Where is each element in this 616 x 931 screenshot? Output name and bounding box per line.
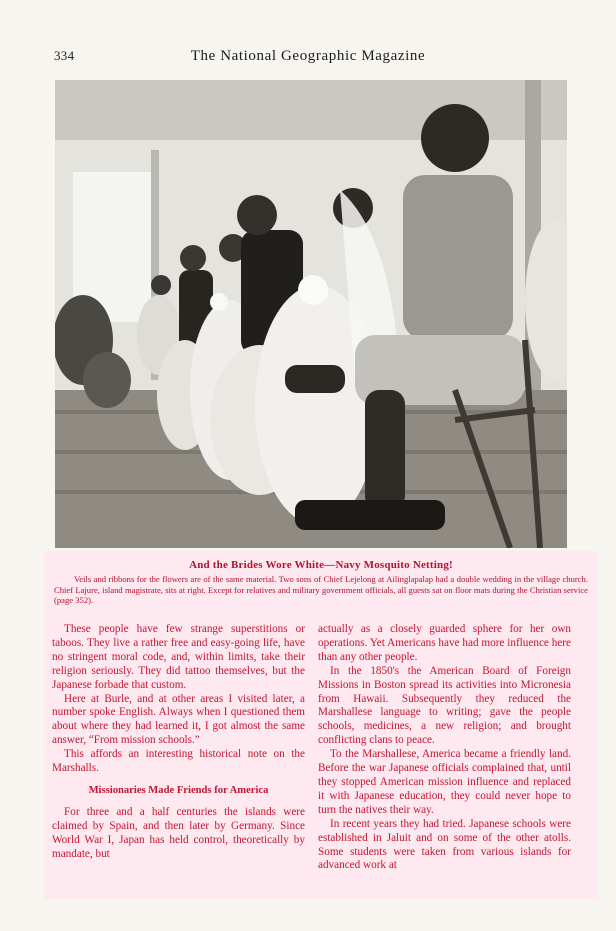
article-paragraph: actually as a closely guarded sphere for her own operations. Yet Americans have had more influence here than any other people.: [318, 623, 571, 663]
article-paragraph: This affords an interesting historical note on the Marshalls.: [52, 748, 305, 775]
article-subheading: Missionaries Made Friends for America: [88, 784, 269, 796]
caption-text: Veils and ribbons for the flowers are of the same material. Two sons of Chief Lejelong at Ailinglapalap had a double wedding in the village church. Chief Lajure, island magistrate, sits at right. Except for relatives and military government officials, all guests sat on floor mats during the Christian service (page 352).: [54, 574, 588, 606]
running-title: The National Geographic Magazine: [190, 48, 426, 64]
article-paragraph: In recent years they had tried. Japanese schools were established in Jaluit and on some of the other atolls. Some students were taken from various islands for advanced work at: [318, 817, 571, 872]
caption-and-article-block: [44, 551, 598, 899]
article-paragraph: These people have few strange superstitions or taboos. They live a rather free and easy-going life, have no stringent moral code, and, within limits, take their religion seriously. They did tattoo themselves, but the Japanese forbade that custom.: [52, 623, 305, 691]
article-paragraph: To the Marshallese, America became a friendly land. Before the war Japanese officials complained that, until they stopped American mission influence and replaced it with Japanese education, they could never hope to turn the natives their way.: [318, 748, 571, 816]
page-number: 334: [54, 48, 75, 63]
caption-title: And the Brides Wore White—Navy Mosquito Netting!: [189, 559, 453, 571]
article-column-right: [318, 623, 571, 873]
article-column-left: [52, 623, 305, 862]
page-header: [0, 48, 616, 68]
article-paragraph: Here at Burle, and at other areas I visited later, a number spoke English. Always when I questioned them about where they had learned it, I got almost the same answer, “From mission schools.”: [52, 692, 305, 747]
article-paragraph: In the 1850's the American Board of Foreign Missions in Boston spread its activities into Micronesia from Hawaii. Subsequently they reduced the Marshallese language to writing; gave the people schools, medicines, a new religion; and brought conflicting clans to peace.: [318, 664, 571, 747]
photo-illustration: [55, 80, 567, 548]
wedding-photograph: [55, 80, 567, 548]
article-paragraph: For three and a half centuries the islands were claimed by Spain, and then later by Germany. Since World War I, Japan has held control, theoretically by mandate, but: [52, 805, 305, 860]
ceiling: [55, 80, 567, 140]
